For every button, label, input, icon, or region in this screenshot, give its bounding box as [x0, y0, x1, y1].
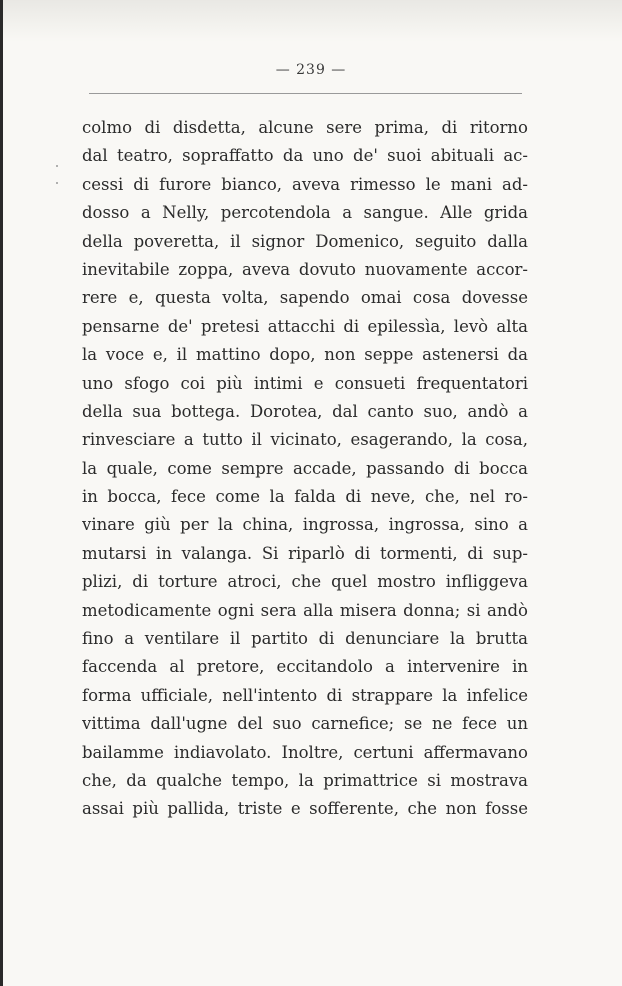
text-line: dosso a Nelly, percotendola a sangue. Alle grida	[82, 203, 528, 223]
text-line: della poveretta, il signor Domenico, seguito dalla	[82, 231, 528, 251]
text-line: colmo di disdetta, alcune sere prima, di ritorno	[82, 118, 528, 137]
text-line: cessi di furore bianco, aveva rimesso le mani ad-	[82, 174, 528, 194]
text-line: plizi, di torture atroci, che quel mostro infliggeva	[82, 572, 528, 592]
text-line: la voce e, il mattino dopo, non seppe astenersi da	[82, 345, 528, 365]
text-line: forma ufficiale, nell'intento di strappare la infelice	[82, 685, 528, 705]
text-line: pensarne de' pretesi attacchi di epilessìa, levò alta	[82, 316, 528, 336]
text-line: la quale, come sempre accade, passando di bocca	[82, 458, 528, 478]
text-line: assai più pallida, triste e sofferente, che non fosse	[82, 799, 528, 819]
body-text	[82, 114, 528, 824]
text-line: dal teatro, sopraffatto da uno de' suoi abituali ac-	[82, 146, 528, 166]
text-line: che, da qualche tempo, la primattrice si mostrava	[82, 770, 528, 790]
text-line: vinare giù per la china, ingrossa, ingrossa, sino a	[82, 515, 528, 535]
text-line: vittima dall'ugne del suo carnefice; se ne fece un	[82, 714, 528, 734]
margin-speck	[56, 165, 58, 167]
text-line: mutarsi in valanga. Si riparlò di tormenti, di sup-	[82, 543, 528, 563]
margin-speck	[56, 182, 58, 184]
binding-edge	[0, 0, 3, 986]
text-line: faccenda al pretore, eccitandolo a intervenire in	[82, 657, 528, 677]
header-rule	[89, 93, 522, 94]
text-line: uno sfogo coi più intimi e consueti frequentatori	[82, 373, 528, 393]
text-line: bailamme indiavolato. Inoltre, certuni affermavano	[82, 742, 528, 762]
text-line: rinvesciare a tutto il vicinato, esagerando, la cosa,	[82, 430, 528, 450]
text-line: in bocca, fece come la falda di neve, che, nel ro-	[82, 487, 528, 507]
text-line: della sua bottega. Dorotea, dal canto suo, andò a	[82, 401, 528, 421]
text-line: inevitabile zoppa, aveva dovuto nuovamente accor-	[82, 259, 528, 279]
scan-shading	[3, 0, 622, 42]
text-line: fino a ventilare il partito di denunciare la brutta	[82, 629, 528, 649]
page-number: — 239 —	[275, 62, 347, 78]
text-line: rere e, questa volta, sapendo omai cosa dovesse	[82, 288, 528, 308]
text-line: metodicamente ogni sera alla misera donna; si andò	[82, 600, 528, 620]
